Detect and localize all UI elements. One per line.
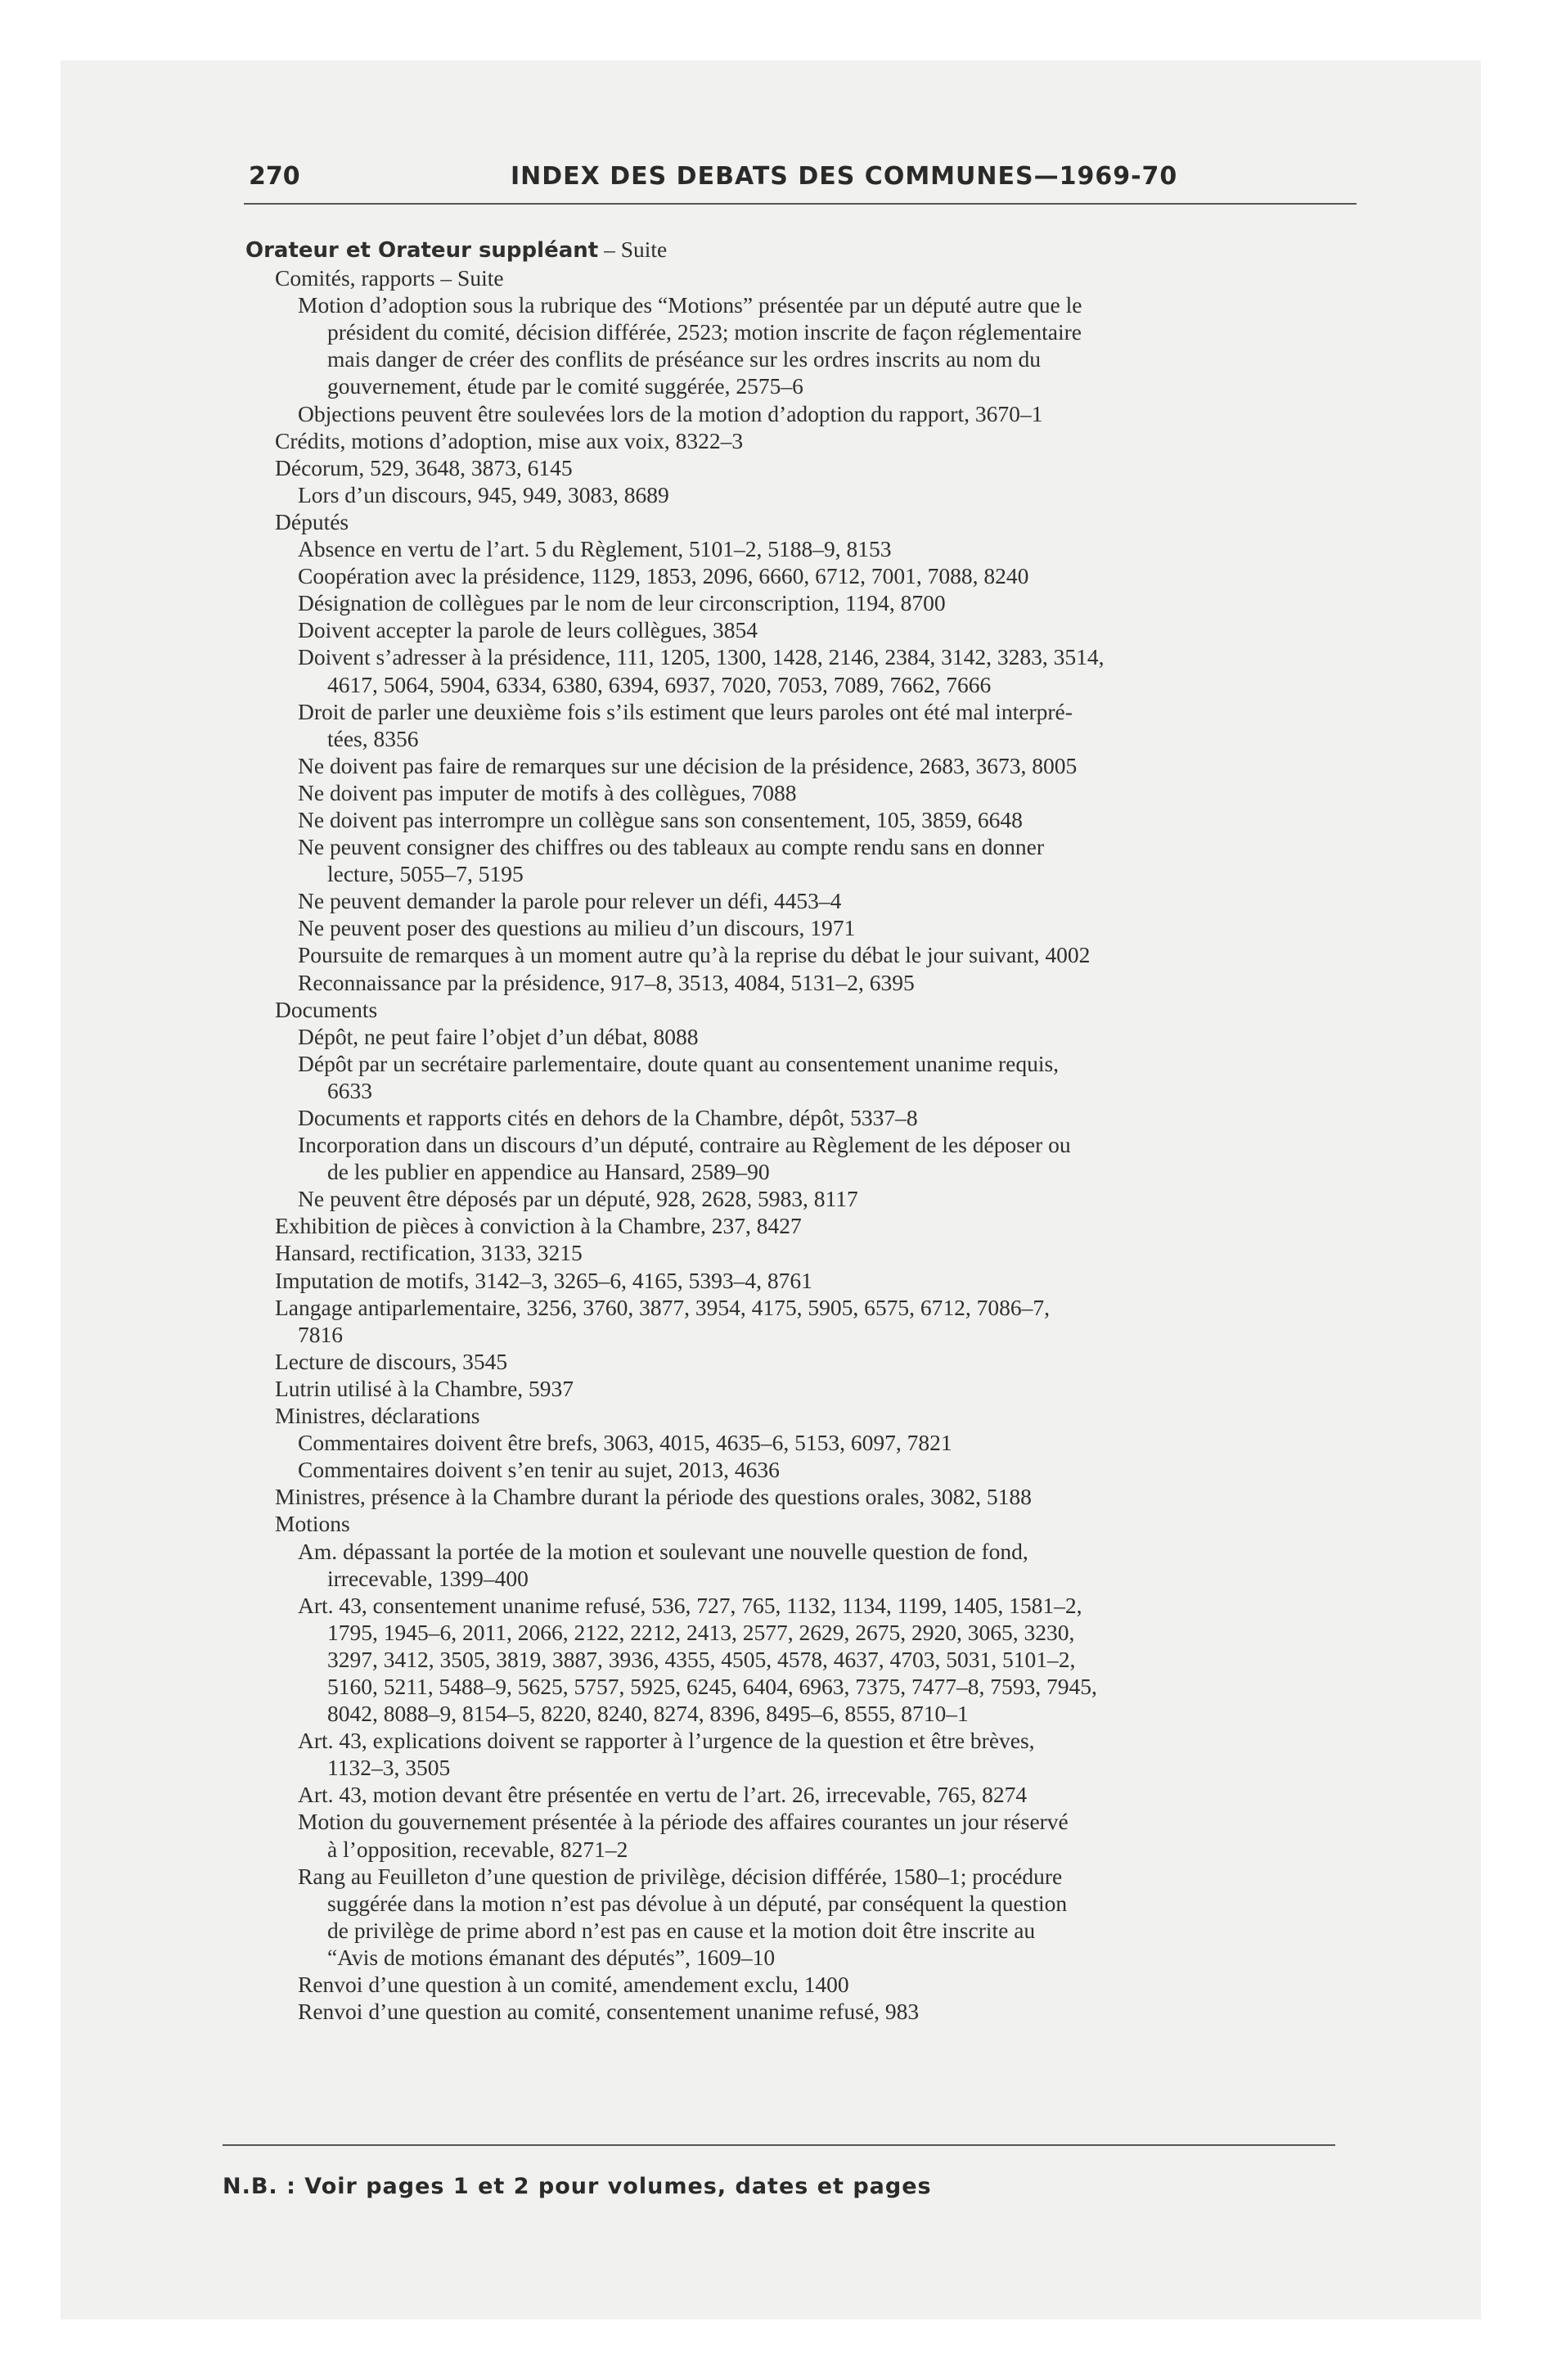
index-entry: Ne peuvent consigner des chiffres ou des tableaux au compte rendu sans en donner bbox=[298, 834, 1045, 860]
index-entry: Renvoi d’une question à un comité, amendement exclu, 1400 bbox=[298, 1972, 849, 1997]
index-entry: 8042, 8088–9, 8154–5, 8220, 8240, 8274, 8396, 8495–6, 8555, 8710–1 bbox=[327, 1701, 969, 1727]
index-entry: Motion du gouvernement présentée à la période des affaires courantes un jour réservé bbox=[298, 1809, 1069, 1835]
index-entry: Ministres, déclarations bbox=[275, 1403, 480, 1429]
index-entry: Reconnaissance par la présidence, 917–8, 3513, 4084, 5131–2, 6395 bbox=[298, 969, 915, 995]
entry-heading: Orateur et Orateur suppléant bbox=[245, 238, 599, 263]
index-entry: Poursuite de remarques à un moment autre qu’à la reprise du débat le jour suivant, 4002 bbox=[298, 942, 1091, 968]
index-entry: gouvernement, étude par le comité suggérée, 2575–6 bbox=[327, 373, 803, 399]
index-entry: Am. dépassant la portée de la motion et soulevant une nouvelle question de fond, bbox=[298, 1538, 1028, 1564]
index-entry: Absence en vertu de l’art. 5 du Règlement, 5101–2, 5188–9, 8153 bbox=[298, 536, 892, 562]
index-entry: Commentaires doivent s’en tenir au sujet, 2013, 4636 bbox=[298, 1457, 780, 1483]
index-entry: président du comité, décision différée, 2523; motion inscrite de façon réglementaire bbox=[327, 319, 1082, 345]
page-header bbox=[249, 156, 1361, 205]
index-entry: Crédits, motions d’adoption, mise aux voix, 8322–3 bbox=[275, 427, 744, 453]
page-number: 270 bbox=[249, 162, 300, 191]
footnote: N.B. : Voir pages 1 et 2 pour volumes, dates et pages bbox=[223, 2174, 932, 2199]
running-title: INDEX DES DEBATS DES COMMUNES—1969-70 bbox=[511, 162, 1178, 191]
index-entry: Décorum, 529, 3648, 3873, 6145 bbox=[275, 454, 573, 480]
index-entry: Dépôt, ne peut faire l’objet d’un débat, 8088 bbox=[298, 1023, 699, 1049]
index-entry: Exhibition de pièces à conviction à la Chambre, 237, 8427 bbox=[275, 1213, 802, 1239]
index-entry: Incorporation dans un discours d’un député, contraire au Règlement de les déposer ou bbox=[298, 1132, 1071, 1158]
index-entry: 1795, 1945–6, 2011, 2066, 2122, 2212, 2413, 2577, 2629, 2675, 2920, 3065, 3230, bbox=[327, 1619, 1075, 1645]
index-entry: Doivent accepter la parole de leurs collègues, 3854 bbox=[298, 617, 758, 643]
header-rule bbox=[244, 203, 1357, 205]
index-entry: Ne doivent pas faire de remarques sur une décision de la présidence, 2683, 3673, 8005 bbox=[298, 752, 1078, 778]
index-entry: Ne peuvent demander la parole pour relever un défi, 4453–4 bbox=[298, 888, 842, 914]
index-entry: Désignation de collègues par le nom de leur circonscription, 1194, 8700 bbox=[298, 590, 946, 616]
index-entry: Coopération avec la présidence, 1129, 1853, 2096, 6660, 6712, 7001, 7088, 8240 bbox=[298, 563, 1029, 589]
index-entry: Lutrin utilisé à la Chambre, 5937 bbox=[275, 1375, 574, 1401]
index-entry: 5160, 5211, 5488–9, 5625, 5757, 5925, 6245, 6404, 6963, 7375, 7477–8, 7593, 7945, bbox=[327, 1673, 1097, 1699]
index-entries bbox=[245, 236, 1358, 2025]
index-entry: tées, 8356 bbox=[327, 725, 419, 751]
entry-heading-suffix: – Suite bbox=[598, 237, 668, 262]
index-entry: Droit de parler une deuxième fois s’ils estiment que leurs paroles ont été mal interpré- bbox=[298, 698, 1073, 724]
index-entry: de privilège de prime abord n’est pas en cause et la motion doit être inscrite au bbox=[327, 1917, 1036, 1943]
index-entry: mais danger de créer des conflits de préséance sur les ordres inscrits au nom du bbox=[327, 346, 1042, 372]
index-entry: Députés bbox=[275, 508, 349, 534]
index-entry: Renvoi d’une question au comité, consentement unanime refusé, 983 bbox=[298, 1999, 920, 2025]
index-entry: Imputation de motifs, 3142–3, 3265–6, 4165, 5393–4, 8761 bbox=[275, 1267, 812, 1293]
index-entry: Objections peuvent être soulevées lors de la motion d’adoption du rapport, 3670–1 bbox=[298, 400, 1043, 426]
index-entry: Motions bbox=[275, 1511, 350, 1537]
index-entry: 1132–3, 3505 bbox=[327, 1755, 451, 1781]
index-entry: Documents bbox=[275, 996, 378, 1022]
index-entry: Ne doivent pas interrompre un collègue sans son consentement, 105, 3859, 6648 bbox=[298, 806, 1023, 832]
index-entry bbox=[245, 236, 1358, 264]
index-entry: 7816 bbox=[298, 1321, 343, 1347]
index-entry: Art. 43, motion devant être présentée en vertu de l’art. 26, irrecevable, 765, 8274 bbox=[298, 1782, 1028, 1808]
index-entry: “Avis de motions émanant des députés”, 1609–10 bbox=[327, 1944, 776, 1970]
index-entry: Documents et rapports cités en dehors de la Chambre, dépôt, 5337–8 bbox=[298, 1105, 918, 1130]
index-entry: suggérée dans la motion n’est pas dévolue à un député, par conséquent la question bbox=[327, 1890, 1068, 1916]
index-entry: Ne peuvent poser des questions au milieu d’un discours, 1971 bbox=[298, 915, 856, 941]
index-entry: Commentaires doivent être brefs, 3063, 4015, 4635–6, 5153, 6097, 7821 bbox=[298, 1430, 952, 1456]
index-entry: Motion d’adoption sous la rubrique des “Motions” présentée par un député autre que le bbox=[298, 292, 1082, 318]
index-entry: Art. 43, explications doivent se rapporter à l’urgence de la question et être brèves, bbox=[298, 1728, 1035, 1754]
footer-rule bbox=[223, 2144, 1335, 2146]
index-entry: Comités, rapports – Suite bbox=[275, 265, 504, 291]
index-entry: Art. 43, consentement unanime refusé, 536, 727, 765, 1132, 1134, 1199, 1405, 1581–2, bbox=[298, 1592, 1082, 1618]
index-entry: Ne peuvent être déposés par un député, 928, 2628, 5983, 8117 bbox=[298, 1186, 858, 1212]
index-entry: lecture, 5055–7, 5195 bbox=[327, 861, 524, 887]
index-entry: 6633 bbox=[327, 1077, 372, 1103]
index-entry: de les publier en appendice au Hansard, 2589–90 bbox=[327, 1159, 770, 1185]
index-entry: Rang au Feuilleton d’une question de privilège, décision différée, 1580–1; procédure bbox=[298, 1863, 1063, 1889]
index-entry: Ne doivent pas imputer de motifs à des collègues, 7088 bbox=[298, 779, 797, 805]
index-entry: Doivent s’adresser à la présidence, 111, 1205, 1300, 1428, 2146, 2384, 3142, 3283, 3514, bbox=[298, 644, 1105, 670]
index-entry: Ministres, présence à la Chambre durant la période des questions orales, 3082, 5188 bbox=[275, 1484, 1032, 1510]
index-entry: 3297, 3412, 3505, 3819, 3887, 3936, 4355, 4505, 4578, 4637, 4703, 5031, 5101–2, bbox=[327, 1646, 1076, 1672]
index-entry: Dépôt par un secrétaire parlementaire, doute quant au consentement unanime requis, bbox=[298, 1050, 1060, 1076]
index-entry: 4617, 5064, 5904, 6334, 6380, 6394, 6937, 7020, 7053, 7089, 7662, 7666 bbox=[327, 671, 992, 697]
index-entry: Lors d’un discours, 945, 949, 3083, 8689 bbox=[298, 481, 669, 507]
index-entry: Hansard, rectification, 3133, 3215 bbox=[275, 1240, 583, 1266]
index-entry: à l’opposition, recevable, 8271–2 bbox=[327, 1836, 628, 1862]
index-entry: Lecture de discours, 3545 bbox=[275, 1348, 508, 1374]
index-entry: Langage antiparlementaire, 3256, 3760, 3877, 3954, 4175, 5905, 6575, 6712, 7086–7, bbox=[275, 1294, 1051, 1320]
index-entry: irrecevable, 1399–400 bbox=[327, 1565, 529, 1591]
